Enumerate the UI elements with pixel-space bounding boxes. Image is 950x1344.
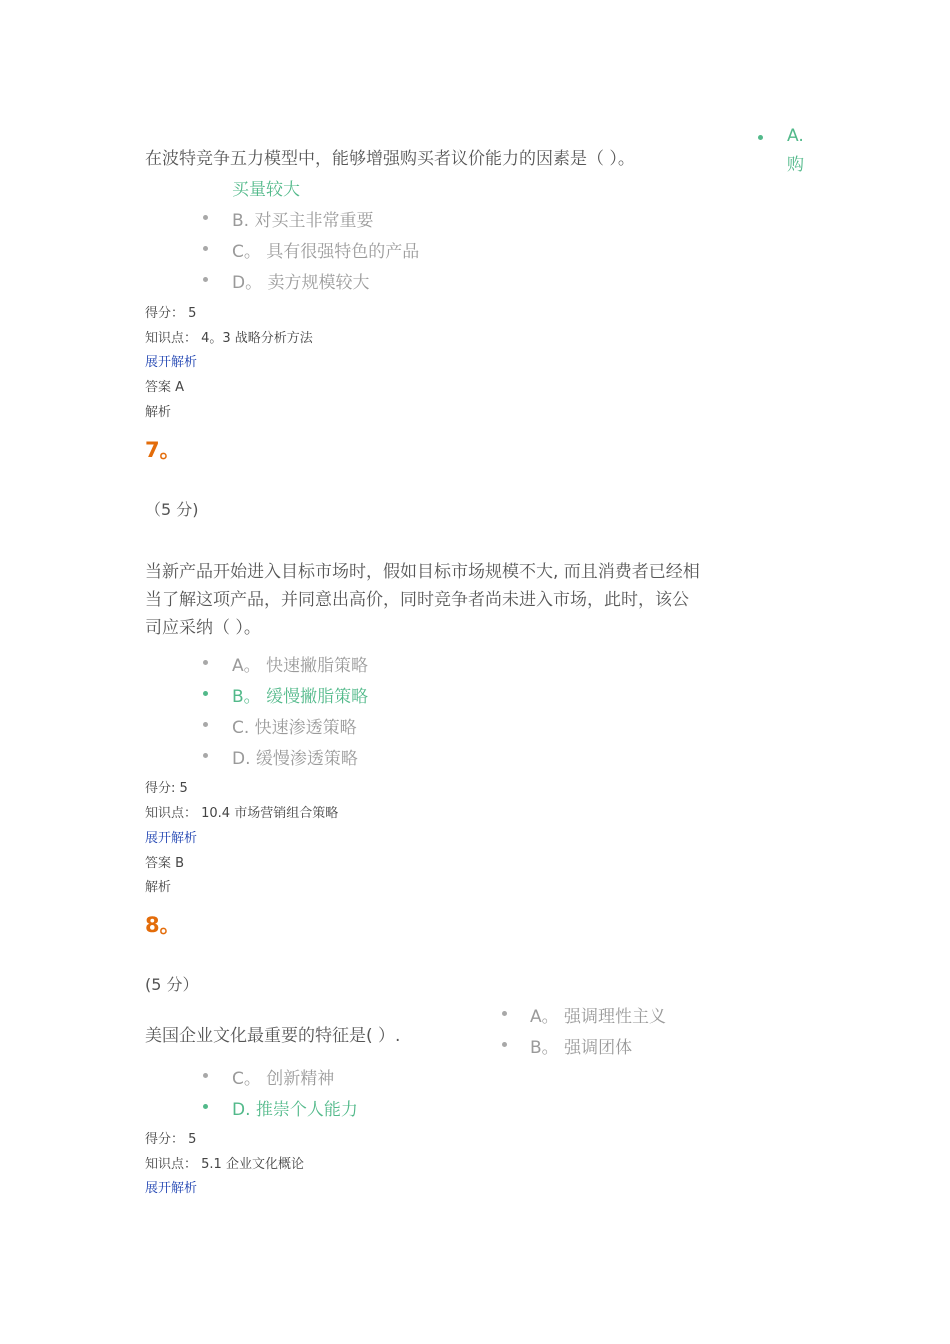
q7-points: （5 分) (145, 500, 199, 519)
q6-score: 得分： 5 (145, 306, 197, 321)
q8-option-b[interactable]: B。 强调团体 (530, 1038, 633, 1058)
q7-score: 得分: 5 (145, 781, 188, 796)
q8-option-c[interactable]: C。 创新精神 (232, 1069, 335, 1089)
q7-question-line-3: 司应采纳（ ）。 (145, 618, 261, 638)
q6-option-a-continued[interactable]: 买量较大 (232, 180, 300, 200)
option-bullet (203, 246, 208, 251)
q7-knowledge-point: 知识点： 10.4 市场营销组合策略 (145, 806, 339, 821)
q7-option-c[interactable]: C. 快速渗透策略 (232, 718, 357, 738)
option-bullet (203, 660, 208, 665)
q6-expand-analysis-link[interactable]: 展开解析 (145, 355, 198, 370)
q6-question-text: 在波特竞争五力模型中，能够增强购买者议价能力的因素是（ ）。 (145, 149, 635, 169)
q7-option-b[interactable]: B。 缓慢撇脂策略 (232, 687, 369, 707)
q6-option-c[interactable]: C。 具有很强特色的产品 (232, 242, 420, 262)
q6-option-a-label[interactable]: A. (787, 126, 804, 146)
option-bullet (758, 135, 763, 140)
q7-number: 7。 (145, 438, 181, 462)
option-bullet (203, 753, 208, 758)
q7-analysis: 解析 (145, 880, 172, 895)
q8-option-d[interactable]: D. 推崇个人能力 (232, 1100, 358, 1120)
q7-question-line-1: 当新产品开始进入目标市场时，假如目标市场规模不大, 而且消费者已经相 (145, 562, 700, 582)
q8-number: 8。 (145, 913, 181, 937)
q8-question-text: 美国企业文化最重要的特征是( ）. (145, 1026, 401, 1046)
q6-answer: 答案 A (145, 380, 185, 395)
q8-option-a[interactable]: A。 强调理性主义 (530, 1007, 667, 1027)
q8-score: 得分： 5 (145, 1132, 197, 1147)
option-bullet (203, 277, 208, 282)
q7-question-line-2: 当了解这项产品，并同意出高价，同时竞争者尚未进入市场，此时，该公 (145, 590, 689, 610)
q6-option-a-text[interactable]: 购 (787, 155, 804, 175)
q6-analysis: 解析 (145, 405, 172, 420)
option-bullet (203, 215, 208, 220)
q7-option-a[interactable]: A。 快速撇脂策略 (232, 656, 369, 676)
option-bullet (203, 1104, 208, 1109)
q7-expand-analysis-link[interactable]: 展开解析 (145, 831, 198, 846)
q7-answer: 答案 B (145, 856, 185, 871)
q6-knowledge-point: 知识点： 4。3 战略分析方法 (145, 331, 313, 346)
option-bullet (203, 722, 208, 727)
option-bullet (203, 691, 208, 696)
option-bullet (203, 1073, 208, 1078)
q6-option-b[interactable]: B. 对买主非常重要 (232, 211, 374, 231)
q6-option-d[interactable]: D。 卖方规模较大 (232, 273, 370, 293)
q8-expand-analysis-link[interactable]: 展开解析 (145, 1181, 198, 1196)
option-bullet (502, 1042, 507, 1047)
q7-option-d[interactable]: D. 缓慢渗透策略 (232, 749, 358, 769)
q8-points: (5 分） (145, 975, 199, 994)
q8-knowledge-point: 知识点： 5.1 企业文化概论 (145, 1157, 304, 1172)
option-bullet (502, 1011, 507, 1016)
